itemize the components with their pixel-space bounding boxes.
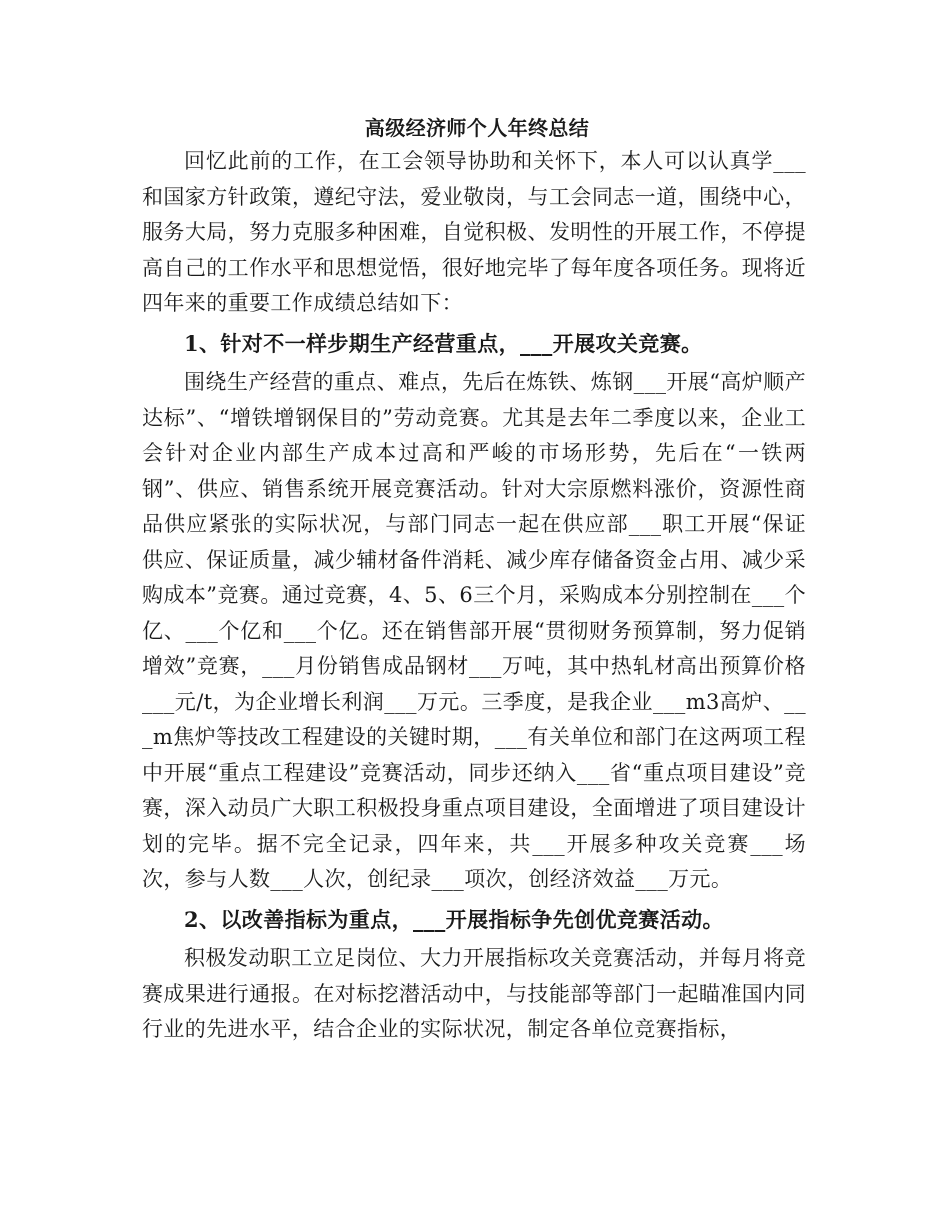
- document-body: [142, 112, 806, 1048]
- intro-paragraph: 回忆此前的工作，在工会领导协助和关怀下，本人可以认真学___和国家方针政策，遵纪守法，爱业敬岗，与工会同志一道，围绕中心，服务大局，努力克服多种困难，自觉积极、发明性的开展工作，不停提高自己的工作水平和思想觉悟，很好地完毕了每年度各项任务。现将近四年来的重要工作成绩总结如下：: [142, 149, 806, 315]
- section-2-paragraph: 积极发动职工立足岗位、大力开展指标攻关竞赛活动，并每月将竞赛成果进行通报。在对标挖潜活动中，与技能部等部门一起瞄准国内同行业的先进水平，结合企业的实际状况，制定各单位竞赛指标，: [142, 946, 806, 1041]
- section-1-heading: 1、针对不一样步期生产经营重点，___开展攻关竞赛。: [184, 330, 703, 356]
- section-2-heading: 2、以改善指标为重点，___开展指标争先创优竞赛活动。: [184, 906, 724, 932]
- section-1-paragraph: 围绕生产经营的重点、难点，先后在炼铁、炼钢___开展“高炉顺产达标”、“增铁增钢保目的”劳动竞赛。尤其是去年二季度以来，企业工会针对企业内部生产成本过高和严峻的市场形势，先后在“一铁两钢”、供应、销售系统开展竞赛活动。针对大宗原燃料涨价，资源性商品供应紧张的实际状况，与部门同志一起在供应部___职工开展“保证供应、保证质量，减少辅材备件消耗、减少库存储备资金占用、减少采购成本”竞赛。通过竞赛，4、5、6三个月，采购成本分别控制在___个亿、___个亿和___个亿。还在销售部开展“贯彻财务预算制，努力促销增效”竞赛，___月份销售成品钢材___万吨，其中热轧材高出预算价格___元/t，为企业增长利润___万元。三季度，是我企业___m3高炉、___m焦炉等技改工程建设的关键时期，___有关单位和部门在这两项工程中开展“重点工程建设”竞赛活动，同步还纳入___省“重点项目建设”竞赛，深入动员广大职工积极投身重点项目建设，全面增进了项目建设计划的完毕。据不完全记录，四年来，共___开展多种攻关竞赛___场次，参与人数___人次，创纪录___项次，创经济效益___万元。: [142, 370, 806, 891]
- document-title: 高级经济师个人年终总结: [364, 116, 590, 140]
